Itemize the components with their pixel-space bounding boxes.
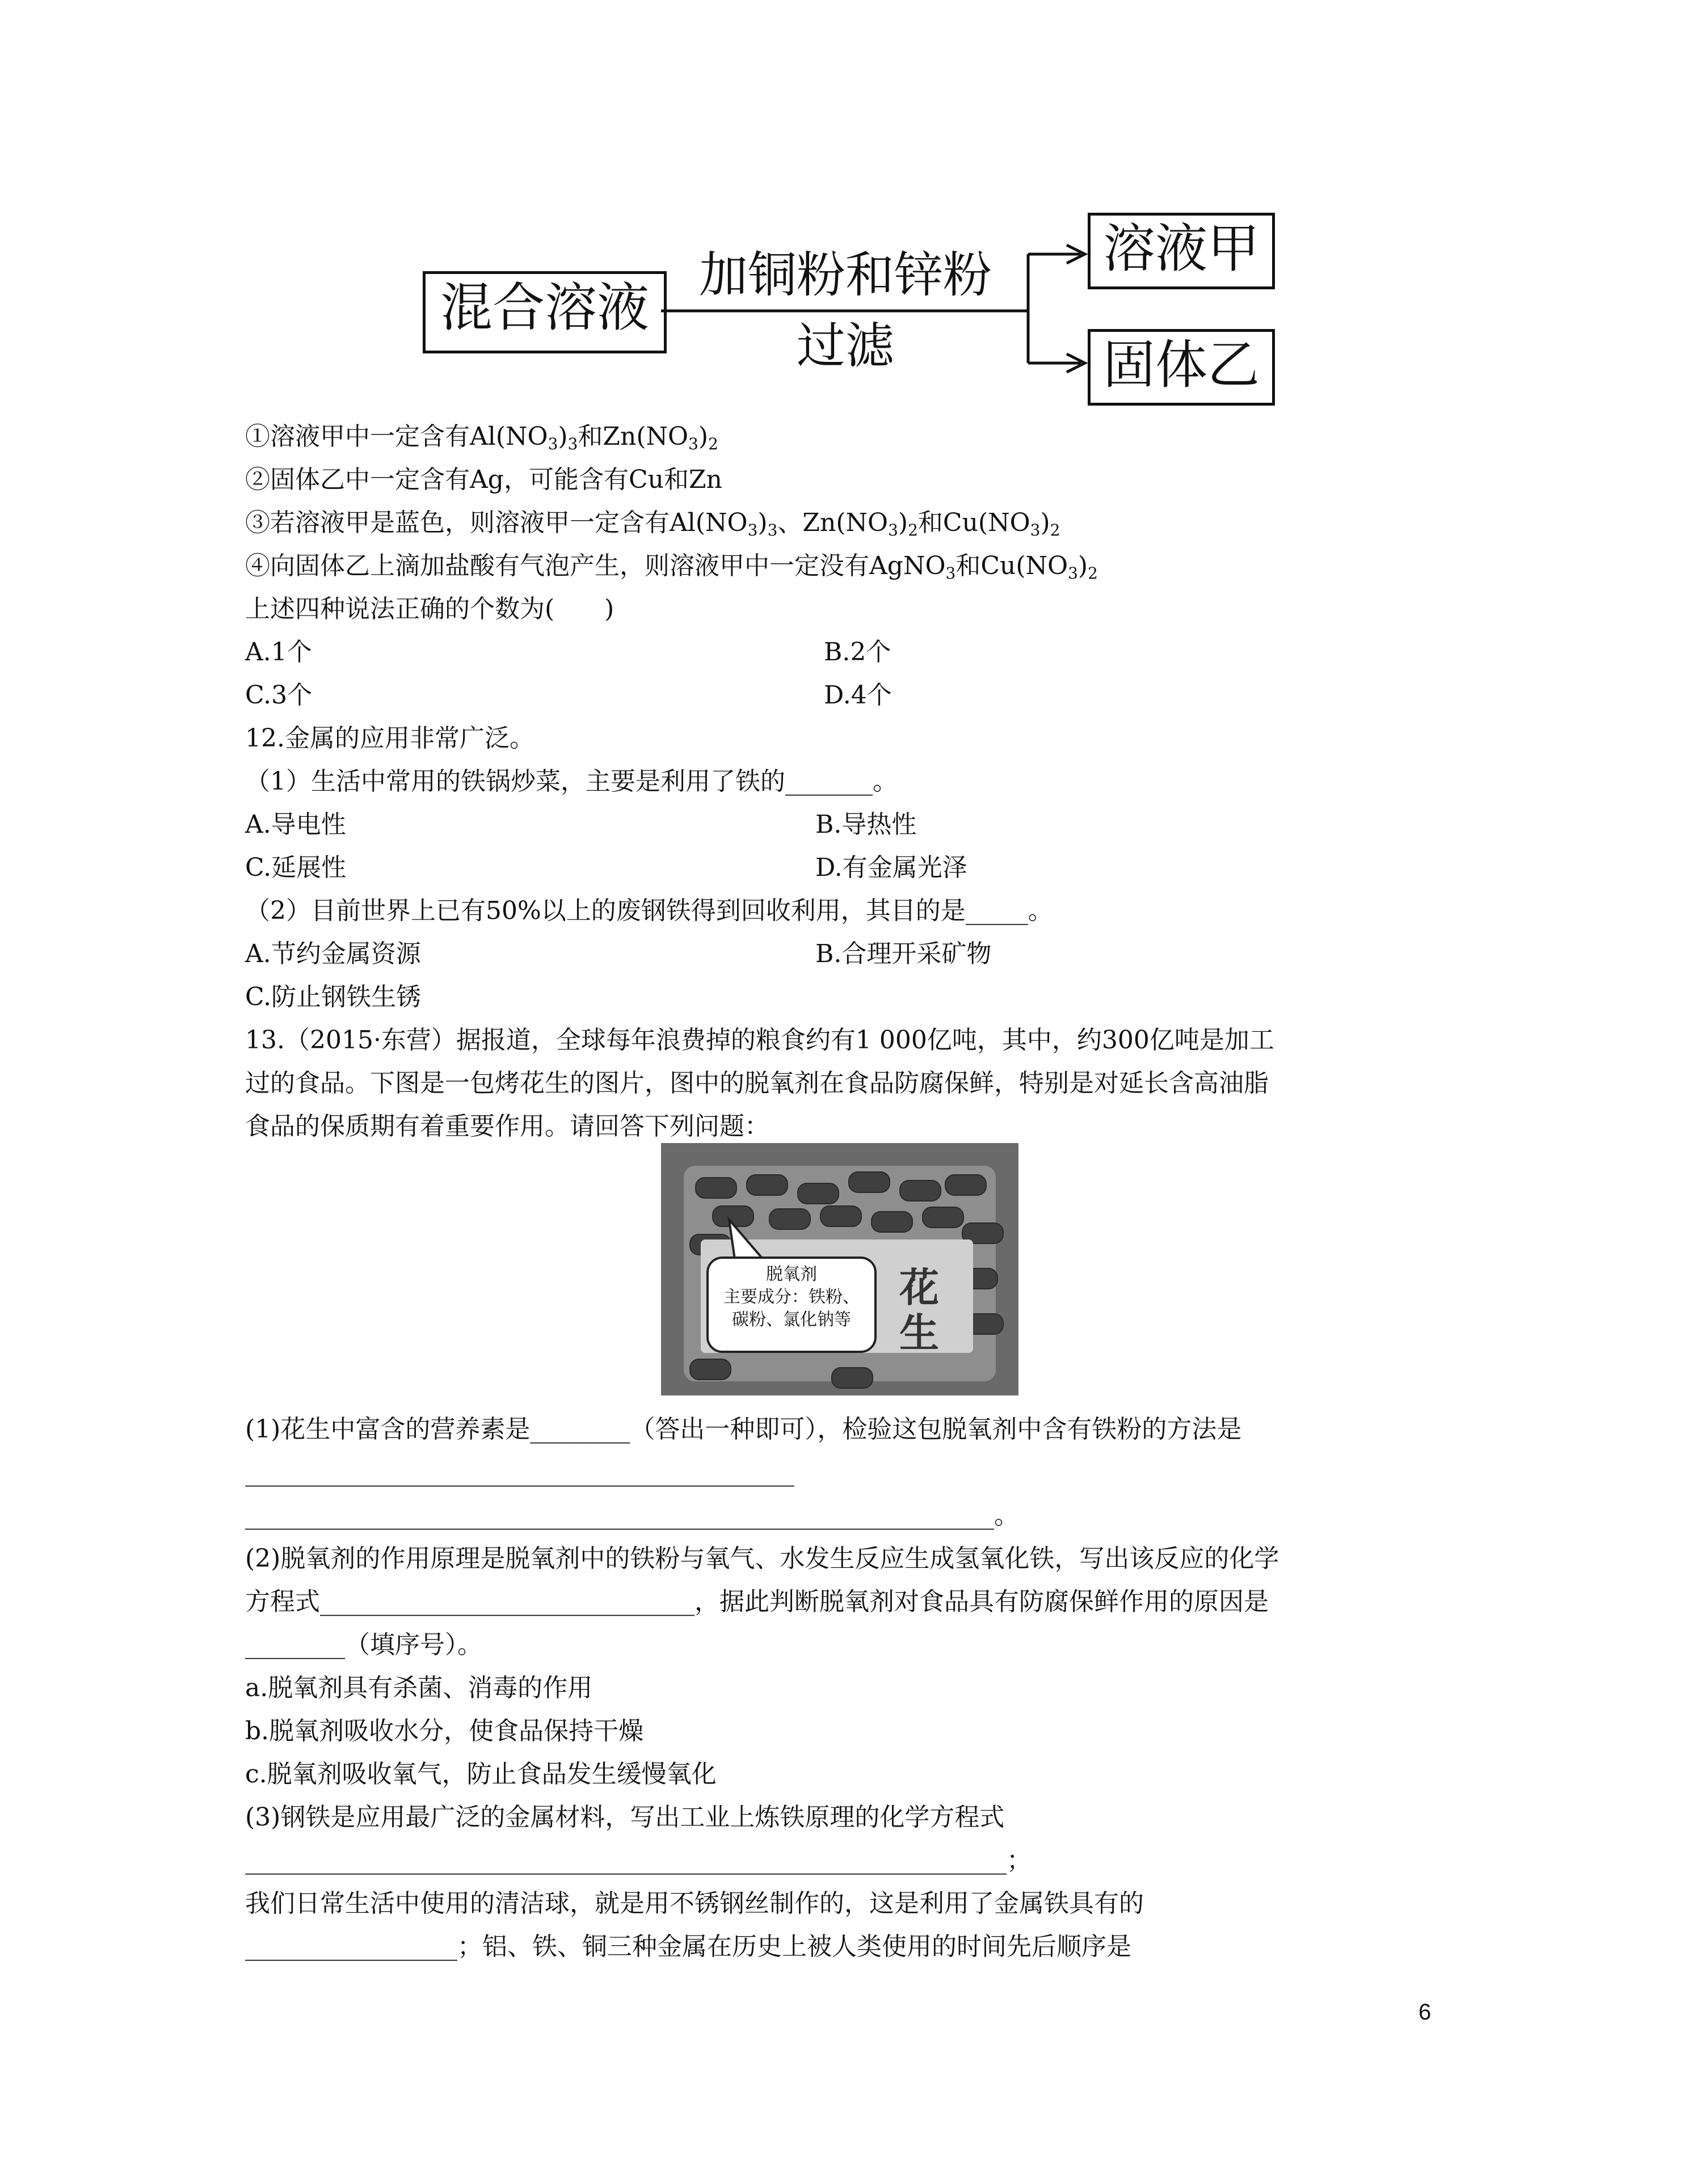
peanut-package-image — [661, 1143, 1018, 1395]
reagent-label: 加铜粉和锌粉 — [699, 247, 992, 303]
q12-part1: （1）生活中常用的铁锅炒菜，主要是利用了铁的_______。 — [245, 767, 898, 796]
flow-arrows — [0, 0, 1688, 454]
q13-intro-3: 食品的保质期有着重要作用。请回答下列问题： — [245, 1112, 769, 1141]
q12-title: 12.金属的应用非常广泛。 — [245, 724, 534, 753]
callout-title: 脱氧剂 — [766, 1264, 817, 1284]
q13-part2: (2)脱氧剂的作用原理是脱氧剂中的铁粉与氧气、水发生反应生成氢氧化铁，写出该反应的化学 — [245, 1544, 1279, 1573]
q13-option-b: b.脱氧剂吸收水分，使食品保持干燥 — [245, 1717, 644, 1745]
q13-part2-line-2: 方程式______________________________，据此判断脱氧剂对食品具有防腐保鲜作用的原因是 — [245, 1587, 1269, 1616]
callout-line-1: 主要成分：铁粉、 — [723, 1287, 860, 1307]
solid-yi-box — [1088, 329, 1275, 406]
statement-3: ③若溶液甲是蓝色，则溶液甲一定含有$Al(NO_3)_3$、$Zn(NO_3)_2$和$Cu(NO_3)_2$ — [245, 508, 1060, 539]
option-d: D.4个 — [824, 681, 892, 710]
statement-4: ④向固体乙上滴加盐酸有气泡产生，则溶液甲中一定没有AgNO$_3$和$Cu(NO_3)_2$ — [245, 551, 1098, 583]
solid-yi-label: 固体乙 — [1102, 335, 1260, 395]
q12-part1-options-ab: A.导电性 B.导热性 — [245, 810, 917, 839]
page-number: 6 — [1418, 2000, 1432, 2025]
q13-part3-line-2: 我们日常生活中使用的清洁球，就是用不锈钢丝制作的，这是利用了金属铁具有的 — [245, 1889, 1144, 1918]
q11-options-cd — [245, 678, 892, 712]
q13-part3-blank: _____________________________________________________________； — [245, 1846, 1032, 1875]
statement-2: ②固体乙中一定含有Ag，可能含有Cu和Zn — [245, 465, 722, 494]
q13-part2-line-3: ________（填序号）。 — [245, 1630, 482, 1659]
q13-option-c: c.脱氧剂吸收氧气，防止食品发生缓慢氧化 — [245, 1760, 717, 1789]
q13-part3-line-3: _________________；铝、铁、铜三种金属在历史上被人类使用的时间先后顺序是 — [245, 1932, 1131, 1961]
q12-part2-options-ab: A.节约金属资源 B.合理开采矿物 — [245, 939, 992, 968]
q13-intro-1: 13.（2015·东营）据报道，全球每年浪费掉的粮食约有1 000亿吨，其中，约300亿吨是加工 — [245, 1026, 1274, 1055]
q12-part1-options-cd: C.延展性 D.有金属光泽 — [245, 853, 967, 882]
package-brand-text: 花生 — [899, 1264, 939, 1356]
mixed-solution-label: 混合溶液 — [440, 277, 649, 338]
solution-jia-label: 溶液甲 — [1102, 218, 1260, 279]
option-a: A.1个 — [245, 638, 312, 667]
q13-part1-blank-2: ____________________________________________________________。 — [245, 1501, 1019, 1530]
q12-part2: （2）目前世界上已有50%以上的废钢铁得到回收利用，其目的是_____。 — [245, 896, 1053, 925]
q12-part2-option-c: C.防止钢铁生锈 — [245, 983, 422, 1011]
filter-label: 过滤 — [797, 318, 894, 374]
q13-intro-2: 过的食品。下图是一包烤花生的图片，图中的脱氧剂在食品防腐保鲜，特别是对延长含高油脂 — [245, 1069, 1269, 1098]
statement-1: ①溶液甲中一定含有$Al(NO_3)_3$和$Zn(NO_3)_2$ — [245, 422, 718, 453]
callout-line-2: 碳粉、氯化钠等 — [732, 1310, 851, 1330]
option-c: C.3个 — [245, 681, 313, 710]
q13-option-a: a.脱氧剂具有杀菌、消毒的作用 — [245, 1673, 593, 1702]
q11-options-ab — [245, 635, 891, 669]
q13-part1: (1)花生中富含的营养素是________（答出一种即可），检验这包脱氧剂中含有铁粉的方法是 — [245, 1415, 1242, 1444]
option-b: B.2个 — [824, 638, 891, 667]
deoxidizer-callout — [706, 1257, 877, 1353]
q11-question: 上述四种说法正确的个数为( ) — [245, 595, 614, 623]
q13-part1-blank-1: ____________________________________________ — [245, 1458, 794, 1487]
q13-part3: (3)钢铁是应用最广泛的金属材料，写出工业上炼铁原理的化学方程式 — [245, 1803, 1005, 1832]
solution-jia-box — [1088, 213, 1275, 289]
